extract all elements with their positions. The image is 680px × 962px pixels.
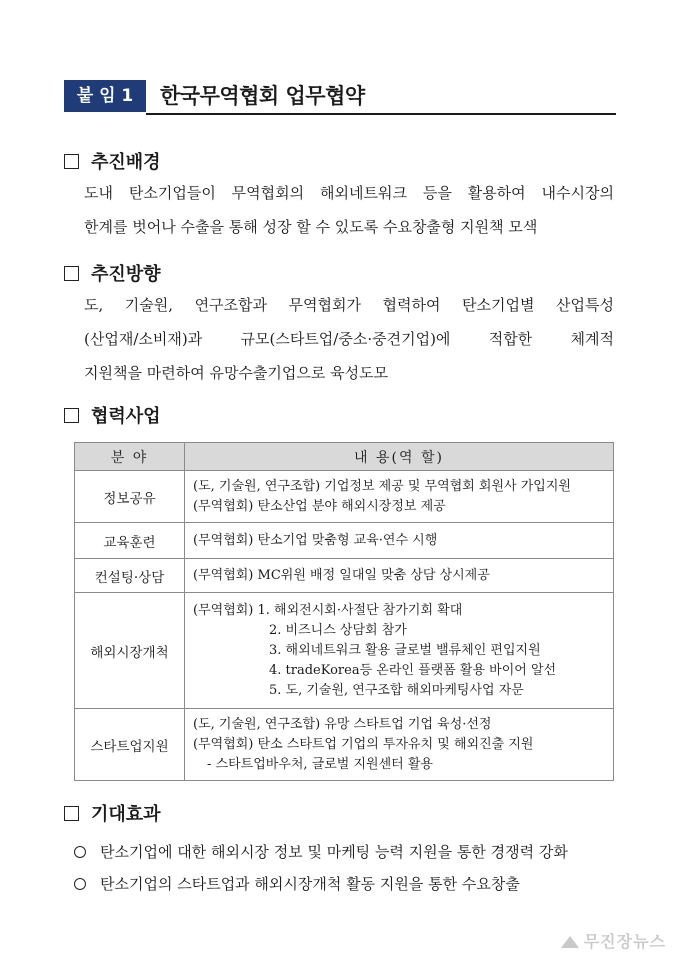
section-title: 협력사업	[91, 406, 161, 427]
checkbox-square-icon	[64, 154, 79, 169]
mountain-logo-icon	[561, 936, 579, 948]
row-content	[185, 471, 614, 523]
table-row	[75, 593, 614, 709]
checkbox-square-icon	[64, 408, 79, 423]
content-line: (무역협회) 탄소 스타트업 기업의 투자유치 및 해외진출 지원	[193, 736, 534, 752]
row-content	[185, 709, 614, 781]
row-content	[185, 523, 614, 559]
background-paragraph	[84, 176, 614, 244]
table-row	[75, 709, 614, 781]
list-item	[74, 872, 614, 896]
paragraph-line: 도내 탄소기업들이 무역협회의 해외네트워크 등을 활용하여 내수시장의	[84, 184, 614, 202]
row-content	[185, 559, 614, 593]
content-line: - 스타트업바우처, 글로벌 지원센터 활용	[207, 756, 433, 772]
title-underline	[146, 113, 616, 115]
row-category: 정보공유	[75, 471, 185, 523]
section-title: 기대효과	[91, 804, 161, 825]
paragraph-line: 지원책을 마련하여 유망수출기업으로 육성도모	[84, 364, 389, 382]
content-line: 2. 비즈니스 상담회 참가	[269, 622, 407, 638]
column-header-category: 분 야	[75, 443, 185, 471]
cooperation-table	[74, 442, 614, 781]
column-header-content: 내 용(역 할)	[185, 443, 614, 471]
content-line: (무역협회) MC위원 배정 일대일 맞춤 상담 상시제공	[193, 567, 490, 583]
section-heading-projects	[64, 404, 161, 430]
table-row	[75, 523, 614, 559]
content-line: (도, 기술원, 연구조합) 기업정보 제공 및 무역협회 회원사 가입지원	[193, 478, 571, 494]
section-heading-effects	[64, 802, 161, 828]
paragraph-line: (산업재/소비재)과 규모(스타트업/중소·중견기업)에 적합한 체계적	[84, 330, 614, 348]
content-line: 3. 해외네트워크 활용 글로벌 밸류체인 편입지원	[269, 642, 541, 658]
section-title: 추진방향	[91, 264, 161, 285]
checkbox-square-icon	[64, 266, 79, 281]
bullet-text: 탄소기업의 스타트업과 해외시장개척 활동 지원을 통한 수요창출	[100, 875, 520, 893]
table-row	[75, 559, 614, 593]
circle-bullet-icon	[74, 878, 86, 890]
row-content	[185, 593, 614, 709]
row-category: 컨설팅·상담	[75, 559, 185, 593]
bullet-text: 탄소기업에 대한 해외시장 정보 및 마케팅 능력 지원을 통한 경쟁력 강화	[100, 843, 568, 861]
section-title: 추진배경	[91, 152, 161, 173]
content-line: (무역협회) 탄소기업 맞춤형 교육·연수 시행	[193, 532, 438, 548]
paragraph-line: 한계를 벗어나 수출을 통해 성장 할 수 있도록 수요창출형 지원책 모색	[84, 218, 538, 236]
content-line: (무역협회) 탄소산업 분야 해외시장정보 제공	[193, 498, 446, 514]
direction-paragraph	[84, 288, 614, 390]
appendix-badge: 붙 임 1	[64, 80, 146, 112]
watermark-text: 무진장뉴스	[583, 932, 666, 951]
circle-bullet-icon	[74, 846, 86, 858]
content-line: (도, 기술원, 연구조합) 유망 스타트업 기업 육성·선정	[193, 716, 492, 732]
row-category: 교육훈련	[75, 523, 185, 559]
row-category: 해외시장개척	[75, 593, 185, 709]
list-item	[74, 840, 614, 864]
checkbox-square-icon	[64, 806, 79, 821]
content-line: 4. tradeKorea등 온라인 플랫폼 활용 바이어 알선	[269, 662, 557, 678]
document-title: 한국무역협회 업무협약	[160, 84, 365, 108]
section-heading-background	[64, 150, 161, 176]
content-line: (무역협회) 1. 해외전시회·사절단 참가기회 확대	[193, 602, 463, 618]
row-category: 스타트업지원	[75, 709, 185, 781]
table-row	[75, 471, 614, 523]
appendix-header	[64, 80, 616, 116]
watermark	[561, 929, 666, 952]
paragraph-line: 도, 기술원, 연구조합과 무역협회가 협력하여 탄소기업별 산업특성	[84, 296, 614, 314]
table-header-row	[75, 443, 614, 471]
section-heading-direction	[64, 262, 161, 288]
content-line: 5. 도, 기술원, 연구조합 해외마케팅사업 자문	[269, 682, 524, 698]
